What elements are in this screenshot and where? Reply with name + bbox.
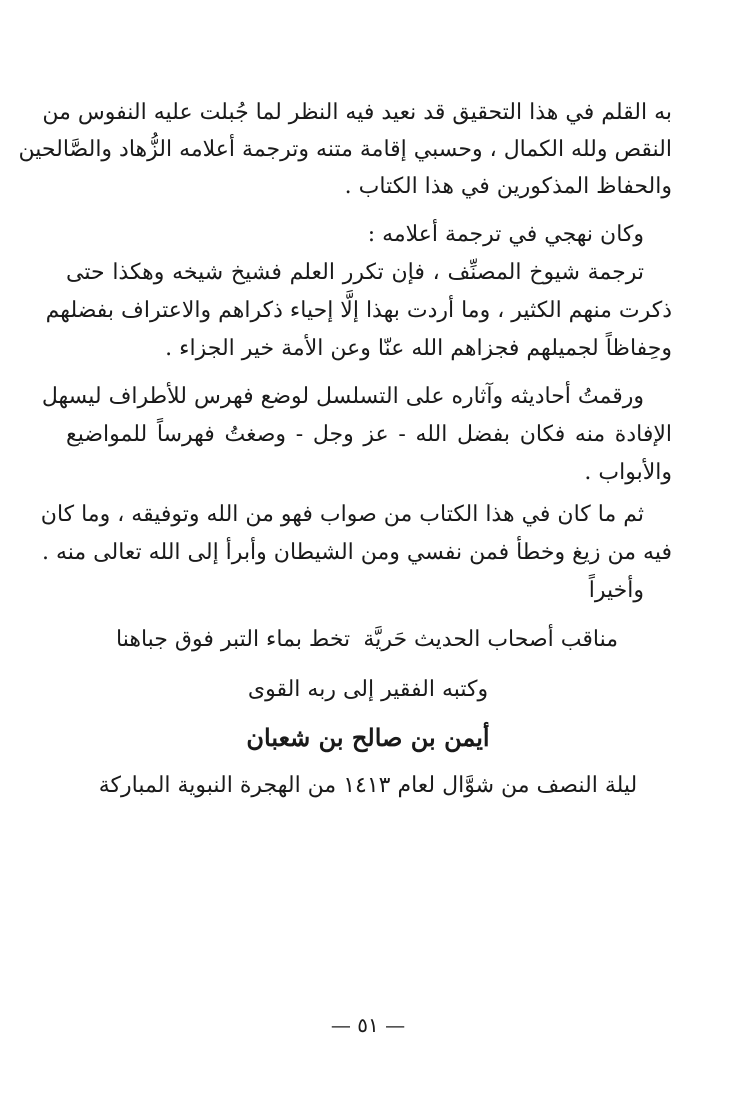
body-line-5: ترجمة شيوخ المصنِّف ، فإن تكرر العلم فشيخ شيخه وهكذا حتى bbox=[66, 260, 644, 285]
body-line-10: والأبواب . bbox=[584, 460, 672, 485]
body-line-11: ثم ما كان في هذا الكتاب من صواب فهو من الله وتوفيقه ، وما كان bbox=[40, 502, 644, 527]
closing-line: وكتبه الفقير إلى ربه القوى bbox=[247, 677, 489, 702]
date-line: ليلة النصف من شوَّال لعام ١٤١٣ من الهجرة النبوية المباركة bbox=[98, 773, 638, 798]
poetry-verse bbox=[116, 623, 618, 657]
body-line-12: فيه من زيغ وخطأ فمن نفسي ومن الشيطان وأبرأ إلى الله تعالى منه . bbox=[41, 540, 672, 565]
body-line-13: وأخيراً bbox=[588, 578, 644, 603]
body-line-8: ورقمتُ أحاديثه وآثاره على التسلسل لوضع فهرس للأطراف ليسهل bbox=[41, 384, 644, 409]
verse-second-hemistich: تخط بماء التبر فوق جباهنا bbox=[116, 627, 351, 652]
verse-first-hemistich: مناقب أصحاب الحديث حَريَّة bbox=[363, 627, 618, 652]
page-number: — ٥١ — bbox=[330, 1013, 406, 1037]
body-line-2: النقص ولله الكمال ، وحسبي إقامة متنه وترجمة أعلامه الزُّهاد والصَّالحين bbox=[18, 137, 672, 162]
body-line-7: وحِفاظاً لجميلهم فجزاهم الله عنّا وعن الأمة خير الجزاء . bbox=[165, 336, 672, 361]
body-line-4: وكان نهجي في ترجمة أعلامه : bbox=[367, 222, 644, 247]
body-line-6: ذكرت منهم الكثير ، وما أردت بهذا إلَّا إحياء ذكراهم والاعتراف بفضلهم bbox=[45, 298, 672, 323]
body-line-3: والحفاظ المذكورين في هذا الكتاب . bbox=[344, 174, 672, 199]
author-signature: أيمن بن صالح بن شعبان bbox=[246, 723, 490, 752]
body-line-9: الإفادة منه فكان بفضل الله - عز وجل - وصغتُ فهرساً للمواضيع bbox=[66, 422, 672, 447]
body-line-1: به القلم في هذا التحقيق قد نعيد فيه النظر لما جُبلت عليه النفوس من bbox=[42, 100, 672, 125]
